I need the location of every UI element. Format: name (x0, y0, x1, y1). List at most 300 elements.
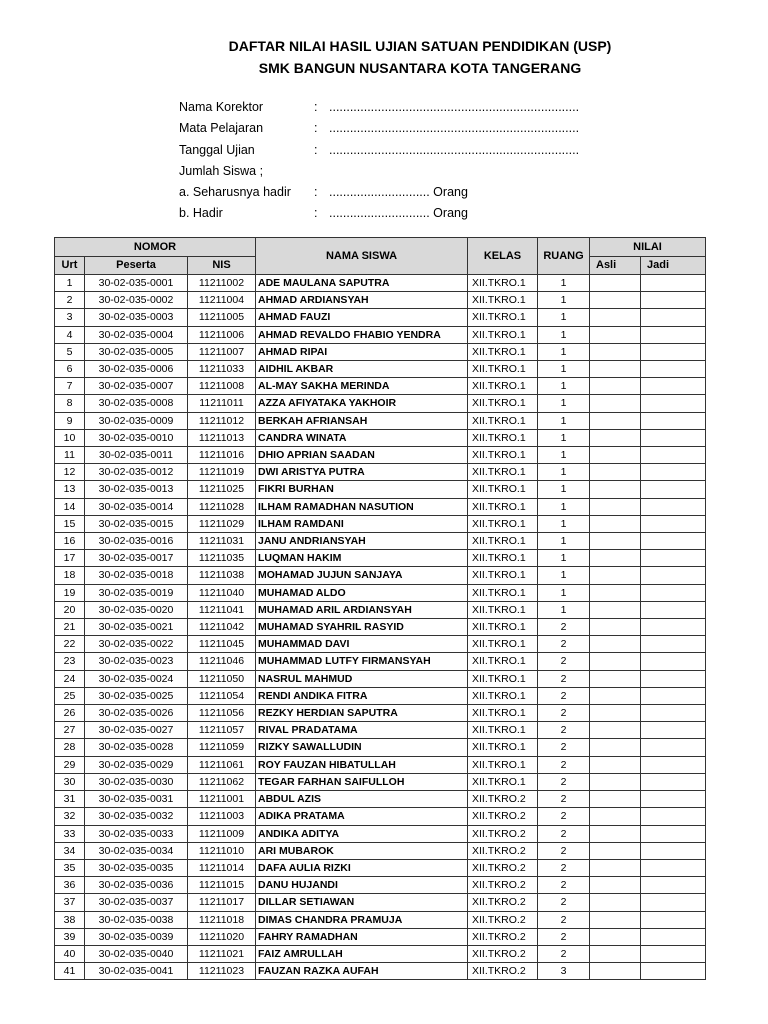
ruang-cell: 1 (538, 292, 590, 309)
header-row-1 (55, 238, 706, 257)
kelas-cell: XII.TKRO.1 (468, 361, 538, 378)
jadi-cell[interactable] (641, 567, 706, 584)
jadi-cell[interactable] (641, 911, 706, 928)
nis-cell: 11211050 (188, 670, 256, 687)
nama-cell: MUHAMMAD DAVI (256, 636, 468, 653)
asli-cell[interactable] (590, 722, 641, 739)
jadi-cell[interactable] (641, 361, 706, 378)
asli-cell[interactable] (590, 963, 641, 980)
table-row (55, 653, 706, 670)
peserta-cell: 30-02-035-0021 (85, 619, 188, 636)
ruang-cell: 1 (538, 429, 590, 446)
jadi-cell[interactable] (641, 756, 706, 773)
header-peserta: Peserta (85, 257, 188, 275)
kelas-cell: XII.TKRO.1 (468, 447, 538, 464)
table-row (55, 756, 706, 773)
ruang-cell: 2 (538, 825, 590, 842)
ruang-cell: 1 (538, 567, 590, 584)
urt-cell: 2 (55, 292, 85, 309)
ruang-cell: 1 (538, 275, 590, 292)
nama-cell: REZKY HERDIAN SAPUTRA (256, 705, 468, 722)
nis-cell: 11211062 (188, 773, 256, 790)
urt-cell: 30 (55, 773, 85, 790)
table-row (55, 739, 706, 756)
peserta-cell: 30-02-035-0037 (85, 894, 188, 911)
nama-cell: AL-MAY SAKHA MERINDA (256, 378, 468, 395)
ruang-cell: 2 (538, 636, 590, 653)
nis-cell: 11211004 (188, 292, 256, 309)
jadi-cell[interactable] (641, 670, 706, 687)
ruang-cell: 2 (538, 653, 590, 670)
nama-cell: TEGAR FARHAN SAIFULLOH (256, 773, 468, 790)
nis-cell: 11211020 (188, 928, 256, 945)
peserta-cell: 30-02-035-0005 (85, 343, 188, 360)
asli-cell[interactable] (590, 309, 641, 326)
ruang-cell: 1 (538, 395, 590, 412)
kelas-cell: XII.TKRO.2 (468, 808, 538, 825)
asli-cell[interactable] (590, 464, 641, 481)
peserta-cell: 30-02-035-0018 (85, 567, 188, 584)
jadi-cell[interactable] (641, 653, 706, 670)
ruang-cell: 3 (538, 963, 590, 980)
ruang-cell: 1 (538, 447, 590, 464)
table-row (55, 928, 706, 945)
nis-cell: 11211019 (188, 464, 256, 481)
peserta-cell: 30-02-035-0023 (85, 653, 188, 670)
kelas-cell: XII.TKRO.1 (468, 498, 538, 515)
peserta-cell: 30-02-035-0022 (85, 636, 188, 653)
jadi-cell[interactable] (641, 705, 706, 722)
urt-cell: 35 (55, 859, 85, 876)
nis-cell: 11211016 (188, 447, 256, 464)
header-ruang: RUANG (538, 238, 590, 275)
nama-cell: RIVAL PRADATAMA (256, 722, 468, 739)
nis-cell: 11211015 (188, 877, 256, 894)
nis-cell: 11211009 (188, 825, 256, 842)
kelas-cell: XII.TKRO.2 (468, 877, 538, 894)
table-row (55, 447, 706, 464)
nis-cell: 11211046 (188, 653, 256, 670)
nis-cell: 11211025 (188, 481, 256, 498)
asli-cell[interactable] (590, 619, 641, 636)
asli-cell[interactable] (590, 326, 641, 343)
ruang-cell: 2 (538, 808, 590, 825)
info-value: ........................................................................ (329, 121, 580, 136)
urt-cell: 16 (55, 533, 85, 550)
ruang-cell: 1 (538, 326, 590, 343)
nis-cell: 11211040 (188, 584, 256, 601)
info-colon: : (314, 206, 318, 221)
header-nomor: NOMOR (55, 238, 256, 257)
asli-cell[interactable] (590, 429, 641, 446)
peserta-cell: 30-02-035-0017 (85, 550, 188, 567)
peserta-cell: 30-02-035-0026 (85, 705, 188, 722)
kelas-cell: XII.TKRO.2 (468, 911, 538, 928)
urt-cell: 17 (55, 550, 85, 567)
urt-cell: 18 (55, 567, 85, 584)
ruang-cell: 2 (538, 670, 590, 687)
urt-cell: 32 (55, 808, 85, 825)
asli-cell[interactable] (590, 791, 641, 808)
nama-cell: FAHRY RAMADHAN (256, 928, 468, 945)
jadi-cell[interactable] (641, 584, 706, 601)
table-row (55, 309, 706, 326)
asli-cell[interactable] (590, 894, 641, 911)
nis-cell: 11211017 (188, 894, 256, 911)
urt-cell: 38 (55, 911, 85, 928)
nama-cell: LUQMAN HAKIM (256, 550, 468, 567)
urt-cell: 4 (55, 326, 85, 343)
ruang-cell: 2 (538, 945, 590, 962)
urt-cell: 21 (55, 619, 85, 636)
table-row (55, 584, 706, 601)
info-label: b. Hadir (179, 206, 223, 221)
asli-cell[interactable] (590, 498, 641, 515)
jadi-cell[interactable] (641, 550, 706, 567)
kelas-cell: XII.TKRO.2 (468, 928, 538, 945)
nama-cell: JANU ANDRIANSYAH (256, 533, 468, 550)
urt-cell: 20 (55, 601, 85, 618)
peserta-cell: 30-02-035-0035 (85, 859, 188, 876)
table-row (55, 859, 706, 876)
asli-cell[interactable] (590, 859, 641, 876)
kelas-cell: XII.TKRO.2 (468, 859, 538, 876)
asli-cell[interactable] (590, 945, 641, 962)
asli-cell[interactable] (590, 275, 641, 292)
table-row (55, 498, 706, 515)
nis-cell: 11211010 (188, 842, 256, 859)
asli-cell[interactable] (590, 550, 641, 567)
peserta-cell: 30-02-035-0013 (85, 481, 188, 498)
asli-cell[interactable] (590, 515, 641, 532)
jadi-cell[interactable] (641, 808, 706, 825)
table-row (55, 894, 706, 911)
asli-cell[interactable] (590, 842, 641, 859)
peserta-cell: 30-02-035-0006 (85, 361, 188, 378)
asli-cell[interactable] (590, 705, 641, 722)
peserta-cell: 30-02-035-0033 (85, 825, 188, 842)
nama-cell: BERKAH AFRIANSAH (256, 412, 468, 429)
nis-cell: 11211029 (188, 515, 256, 532)
peserta-cell: 30-02-035-0032 (85, 808, 188, 825)
kelas-cell: XII.TKRO.1 (468, 653, 538, 670)
info-colon: : (314, 100, 318, 114)
asli-cell[interactable] (590, 756, 641, 773)
table-row (55, 945, 706, 962)
kelas-cell: XII.TKRO.1 (468, 343, 538, 360)
jadi-cell[interactable] (641, 515, 706, 532)
asli-cell[interactable] (590, 412, 641, 429)
kelas-cell: XII.TKRO.1 (468, 464, 538, 481)
asli-cell[interactable] (590, 636, 641, 653)
jadi-cell[interactable] (641, 945, 706, 962)
urt-cell: 37 (55, 894, 85, 911)
nis-cell: 11211041 (188, 601, 256, 618)
nis-cell: 11211045 (188, 636, 256, 653)
nama-cell: MUHAMAD SYAHRIL RASYID (256, 619, 468, 636)
table-row (55, 705, 706, 722)
kelas-cell: XII.TKRO.2 (468, 791, 538, 808)
nis-cell: 11211038 (188, 567, 256, 584)
jadi-cell[interactable] (641, 928, 706, 945)
ruang-cell: 2 (538, 619, 590, 636)
nama-cell: AHMAD ARDIANSYAH (256, 292, 468, 309)
asli-cell[interactable] (590, 481, 641, 498)
ruang-cell: 2 (538, 928, 590, 945)
asli-cell[interactable] (590, 343, 641, 360)
ruang-cell: 2 (538, 911, 590, 928)
peserta-cell: 30-02-035-0019 (85, 584, 188, 601)
asli-cell[interactable] (590, 825, 641, 842)
asli-cell[interactable] (590, 378, 641, 395)
urt-cell: 24 (55, 670, 85, 687)
nama-cell: ADE MAULANA SAPUTRA (256, 275, 468, 292)
jadi-cell[interactable] (641, 842, 706, 859)
peserta-cell: 30-02-035-0029 (85, 756, 188, 773)
urt-cell: 9 (55, 412, 85, 429)
urt-cell: 15 (55, 515, 85, 532)
kelas-cell: XII.TKRO.2 (468, 894, 538, 911)
nama-cell: ILHAM RAMDANI (256, 515, 468, 532)
asli-cell[interactable] (590, 533, 641, 550)
nis-cell: 11211002 (188, 275, 256, 292)
kelas-cell: XII.TKRO.1 (468, 705, 538, 722)
jadi-cell[interactable] (641, 447, 706, 464)
urt-cell: 31 (55, 791, 85, 808)
info-value: ............................. Orang (329, 185, 468, 200)
jadi-cell[interactable] (641, 429, 706, 446)
peserta-cell: 30-02-035-0041 (85, 963, 188, 980)
info-value: ............................. Orang (329, 206, 468, 221)
table-row (55, 808, 706, 825)
header-urt: Urt (55, 257, 85, 275)
ruang-cell: 2 (538, 687, 590, 704)
info-colon: : (314, 185, 318, 200)
nama-cell: MUHAMMAD LUTFY FIRMANSYAH (256, 653, 468, 670)
jadi-cell[interactable] (641, 498, 706, 515)
ruang-cell: 1 (538, 515, 590, 532)
jadi-cell[interactable] (641, 722, 706, 739)
ruang-cell: 2 (538, 705, 590, 722)
nis-cell: 11211028 (188, 498, 256, 515)
ruang-cell: 2 (538, 739, 590, 756)
table-row (55, 825, 706, 842)
table-row (55, 275, 706, 292)
peserta-cell: 30-02-035-0009 (85, 412, 188, 429)
peserta-cell: 30-02-035-0020 (85, 601, 188, 618)
ruang-cell: 1 (538, 533, 590, 550)
peserta-cell: 30-02-035-0010 (85, 429, 188, 446)
jadi-cell[interactable] (641, 825, 706, 842)
asli-cell[interactable] (590, 361, 641, 378)
peserta-cell: 30-02-035-0004 (85, 326, 188, 343)
nis-cell: 11211005 (188, 309, 256, 326)
kelas-cell: XII.TKRO.1 (468, 292, 538, 309)
nis-cell: 11211003 (188, 808, 256, 825)
nama-cell: ANDIKA ADITYA (256, 825, 468, 842)
document-title: DAFTAR NILAI HASIL UJIAN SATUAN PENDIDIKAN (USP) (228, 38, 612, 54)
header-jadi: Jadi (641, 257, 706, 275)
nama-cell: MUHAMAD ALDO (256, 584, 468, 601)
nis-cell: 11211012 (188, 412, 256, 429)
kelas-cell: XII.TKRO.1 (468, 412, 538, 429)
nis-cell: 11211013 (188, 429, 256, 446)
jadi-cell[interactable] (641, 963, 706, 980)
nama-cell: RENDI ANDIKA FITRA (256, 687, 468, 704)
jadi-cell[interactable] (641, 481, 706, 498)
jadi-cell[interactable] (641, 464, 706, 481)
nama-cell: AZZA AFIYATAKA YAKHOIR (256, 395, 468, 412)
urt-cell: 27 (55, 722, 85, 739)
kelas-cell: XII.TKRO.1 (468, 309, 538, 326)
jadi-cell[interactable] (641, 877, 706, 894)
table-row (55, 619, 706, 636)
peserta-cell: 30-02-035-0014 (85, 498, 188, 515)
jadi-cell[interactable] (641, 773, 706, 790)
asli-cell[interactable] (590, 773, 641, 790)
nis-cell: 11211021 (188, 945, 256, 962)
asli-cell[interactable] (590, 877, 641, 894)
urt-cell: 8 (55, 395, 85, 412)
peserta-cell: 30-02-035-0038 (85, 911, 188, 928)
urt-cell: 10 (55, 429, 85, 446)
peserta-cell: 30-02-035-0015 (85, 515, 188, 532)
asli-cell[interactable] (590, 601, 641, 618)
jadi-cell[interactable] (641, 378, 706, 395)
asli-cell[interactable] (590, 739, 641, 756)
ruang-cell: 1 (538, 584, 590, 601)
table-row (55, 601, 706, 618)
kelas-cell: XII.TKRO.1 (468, 481, 538, 498)
peserta-cell: 30-02-035-0028 (85, 739, 188, 756)
peserta-cell: 30-02-035-0016 (85, 533, 188, 550)
urt-cell: 25 (55, 687, 85, 704)
jadi-cell[interactable] (641, 326, 706, 343)
ruang-cell: 2 (538, 859, 590, 876)
header-nilai: NILAI (590, 238, 706, 257)
ruang-cell: 1 (538, 550, 590, 567)
nis-cell: 11211011 (188, 395, 256, 412)
nama-cell: ADIKA PRATAMA (256, 808, 468, 825)
asli-cell[interactable] (590, 808, 641, 825)
jadi-cell[interactable] (641, 292, 706, 309)
table-row (55, 773, 706, 790)
table-row (55, 670, 706, 687)
table-row (55, 361, 706, 378)
asli-cell[interactable] (590, 911, 641, 928)
table-row (55, 395, 706, 412)
jadi-cell[interactable] (641, 309, 706, 326)
nis-cell: 11211061 (188, 756, 256, 773)
nis-cell: 11211054 (188, 687, 256, 704)
jadi-cell[interactable] (641, 894, 706, 911)
asli-cell[interactable] (590, 447, 641, 464)
grades-table (54, 237, 706, 980)
table-row (55, 464, 706, 481)
table-row (55, 326, 706, 343)
nis-cell: 11211018 (188, 911, 256, 928)
jadi-cell[interactable] (641, 412, 706, 429)
kelas-cell: XII.TKRO.2 (468, 963, 538, 980)
table-row (55, 963, 706, 980)
table-row (55, 515, 706, 532)
jadi-cell[interactable] (641, 859, 706, 876)
urt-cell: 13 (55, 481, 85, 498)
urt-cell: 39 (55, 928, 85, 945)
kelas-cell: XII.TKRO.2 (468, 842, 538, 859)
jadi-cell[interactable] (641, 636, 706, 653)
jadi-cell[interactable] (641, 739, 706, 756)
peserta-cell: 30-02-035-0034 (85, 842, 188, 859)
info-colon: : (314, 142, 318, 157)
kelas-cell: XII.TKRO.1 (468, 722, 538, 739)
peserta-cell: 30-02-035-0040 (85, 945, 188, 962)
kelas-cell: XII.TKRO.1 (468, 395, 538, 412)
kelas-cell: XII.TKRO.1 (468, 326, 538, 343)
kelas-cell: XII.TKRO.1 (468, 687, 538, 704)
kelas-cell: XII.TKRO.2 (468, 825, 538, 842)
header-nis: NIS (188, 257, 256, 275)
asli-cell[interactable] (590, 567, 641, 584)
nama-cell: AIDHIL AKBAR (256, 361, 468, 378)
jadi-cell[interactable] (641, 533, 706, 550)
header-kelas: KELAS (468, 238, 538, 275)
jadi-cell[interactable] (641, 395, 706, 412)
nis-cell: 11211001 (188, 791, 256, 808)
nama-cell: DWI ARISTYA PUTRA (256, 464, 468, 481)
nama-cell: FAIZ AMRULLAH (256, 945, 468, 962)
urt-cell: 7 (55, 378, 85, 395)
kelas-cell: XII.TKRO.1 (468, 515, 538, 532)
urt-cell: 28 (55, 739, 85, 756)
urt-cell: 41 (55, 963, 85, 980)
asli-cell[interactable] (590, 395, 641, 412)
kelas-cell: XII.TKRO.1 (468, 275, 538, 292)
urt-cell: 23 (55, 653, 85, 670)
asli-cell[interactable] (590, 928, 641, 945)
kelas-cell: XII.TKRO.1 (468, 601, 538, 618)
jadi-cell[interactable] (641, 791, 706, 808)
table-row (55, 842, 706, 859)
kelas-cell: XII.TKRO.1 (468, 550, 538, 567)
kelas-cell: XII.TKRO.1 (468, 756, 538, 773)
ruang-cell: 1 (538, 601, 590, 618)
jadi-cell[interactable] (641, 619, 706, 636)
jadi-cell[interactable] (641, 601, 706, 618)
nama-cell: CANDRA WINATA (256, 429, 468, 446)
ruang-cell: 2 (538, 894, 590, 911)
asli-cell[interactable] (590, 584, 641, 601)
header-asli: Asli (590, 257, 641, 275)
jadi-cell[interactable] (641, 275, 706, 292)
asli-cell[interactable] (590, 653, 641, 670)
table-row (55, 722, 706, 739)
jadi-cell[interactable] (641, 343, 706, 360)
nama-cell: DANU HUJANDI (256, 877, 468, 894)
nama-cell: ARI MUBAROK (256, 842, 468, 859)
ruang-cell: 1 (538, 481, 590, 498)
nis-cell: 11211056 (188, 705, 256, 722)
ruang-cell: 1 (538, 464, 590, 481)
jadi-cell[interactable] (641, 687, 706, 704)
table-row (55, 378, 706, 395)
urt-cell: 34 (55, 842, 85, 859)
ruang-cell: 2 (538, 877, 590, 894)
asli-cell[interactable] (590, 670, 641, 687)
info-colon: : (314, 121, 318, 136)
asli-cell[interactable] (590, 292, 641, 309)
asli-cell[interactable] (590, 687, 641, 704)
